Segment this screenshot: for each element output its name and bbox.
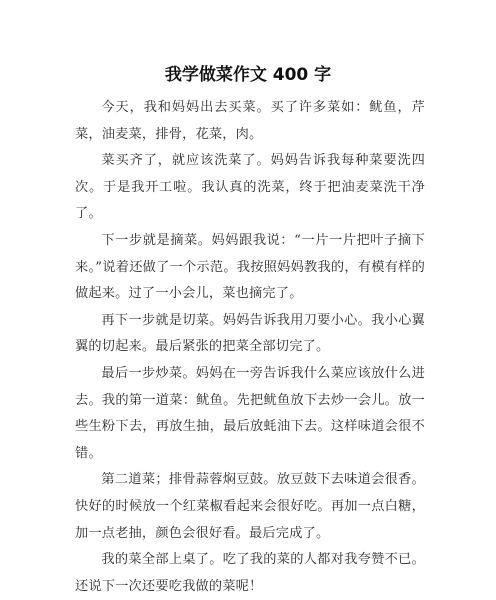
paragraph: 再下一步就是切菜。妈妈告诉我用刀要小心。我小心翼翼的切起来。最后紧张的把菜全部切完了。	[75, 312, 425, 355]
paragraph: 菜买齐了，就应该洗菜了。妈妈告诉我每种菜要洗四次。于是我开工啦。我认真的洗菜，终于把油麦菜洗干净了。	[75, 153, 425, 222]
page-title: 我学做菜作文 400 字	[164, 65, 332, 85]
paragraph: 最后一步炒菜。妈妈在一旁告诉我什么菜应该放什么进去。我的第一道菜：鱿鱼。先把鱿鱼放下去炒一会儿。放一些生粉下去，再放生抽，最后放蚝油下去。这样味道会很不错。	[75, 365, 425, 461]
paragraph: 第二道菜；排骨蒜蓉焖豆鼓。放豆鼓下去味道会很香。快好的时候放一个红菜椒看起来会很好吃。再加一点白糖，加一点老抽，颜色会很好看。最后完成了。	[75, 472, 425, 541]
paragraph: 下一步就是摘菜。妈妈跟我说：“一片一片把叶子摘下来。”说着还做了一个示范。我按照妈妈教我的，有模有样的做起来。过了一小会儿，菜也摘完了。	[75, 232, 425, 302]
paragraph: 我的菜全部上桌了。吃了我的菜的人都对我夸赞不已。还说下一次还要吃我做的菜呢！	[75, 552, 425, 594]
article-body	[75, 95, 425, 600]
paragraph: 今天，我和妈妈出去买菜。买了许多菜如：鱿鱼，芹菜，油麦菜，排骨，花菜，肉。	[75, 100, 425, 142]
